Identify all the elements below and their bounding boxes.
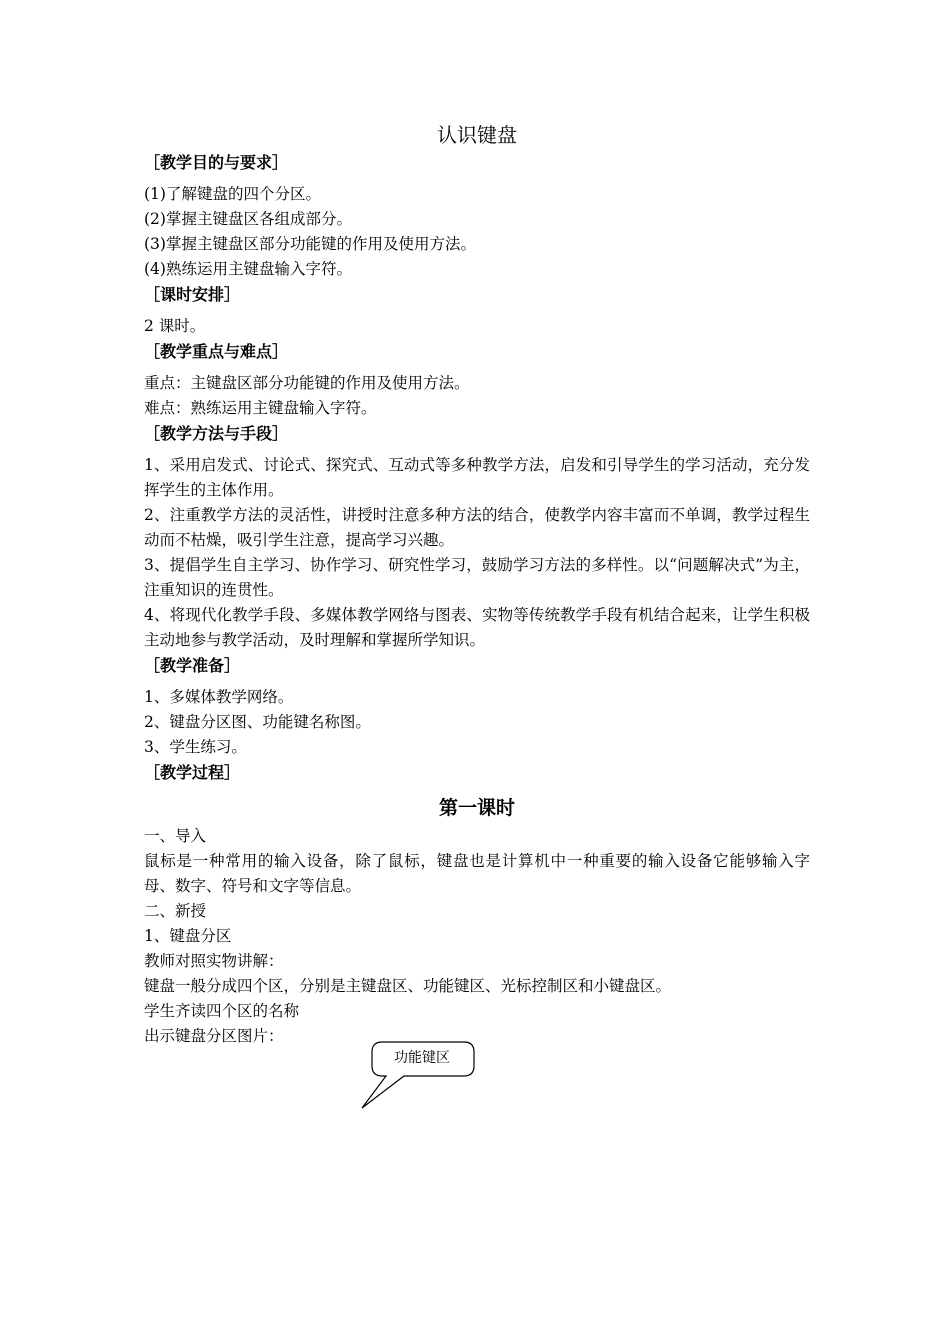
intro-heading: 一、导入 [144,827,207,845]
difficulty-text: 难点：熟练运用主键盘输入字符。 [144,399,377,417]
preparation-heading: ［教学准备］ [144,656,241,675]
document-page [144,120,810,1049]
subsection-heading: 1、键盘分区 [144,927,232,945]
lesson-title: 第一课时 [438,797,515,819]
method-item: 3、提倡学生自主学习、协作学习、研究性学习，鼓励学习方法的多样性。以“问题解决式”为主，注重知识的连贯性。 [144,556,810,599]
method-item: 1、采用启发式、讨论式、探究式、互动式等多种教学方法，启发和引导学生的学习活动，充分发挥学生的主体作用。 [144,456,810,499]
body-line: 键盘一般分成四个区，分别是主键盘区、功能键区、光标控制区和小键盘区。 [144,977,672,995]
body-line: 教师对照实物讲解： [144,952,284,970]
goals-heading: ［教学目的与要求］ [144,153,289,172]
process-heading: ［教学过程］ [144,763,241,782]
goal-item: (2)掌握主键盘区各组成部分。 [144,210,352,228]
goal-item: (3)掌握主键盘区部分功能键的作用及使用方法。 [144,235,476,253]
focus-heading: ［教学重点与难点］ [144,342,289,361]
preparation-item: 1、多媒体教学网络。 [144,688,294,706]
callout-bubble [360,1040,476,1112]
callout-label: 功能键区 [394,1050,450,1066]
new-lesson-heading: 二、新授 [144,902,207,920]
method-item: 4、将现代化教学手段、多媒体教学网络与图表、实物等传统教学手段有机结合起来，让学生积极主动地参与教学活动，及时理解和掌握所学知识。 [144,606,810,649]
preparation-item: 3、学生练习。 [144,738,247,756]
intro-text: 鼠标是一种常用的输入设备，除了鼠标，键盘也是计算机中一种重要的输入设备它能够输入字母、数字、符号和文字等信息。 [144,852,810,895]
key-point-text: 重点：主键盘区部分功能键的作用及使用方法。 [144,374,470,392]
goal-item: (1)了解键盘的四个分区。 [144,185,321,203]
methods-heading: ［教学方法与手段］ [144,424,289,443]
schedule-text: 2 课时。 [144,317,206,335]
body-line: 出示键盘分区图片： [144,1027,284,1045]
method-item: 2、注重教学方法的灵活性，讲授时注意多种方法的结合，使教学内容丰富而不单调，教学过程生动而不枯燥，吸引学生注意，提高学习兴趣。 [144,506,810,549]
body-line: 学生齐读四个区的名称 [144,1002,300,1020]
goal-item: (4)熟练运用主键盘输入字符。 [144,260,352,278]
schedule-heading: ［课时安排］ [144,285,241,304]
document-title: 认识键盘 [437,123,517,147]
preparation-item: 2、键盘分区图、功能键名称图。 [144,713,371,731]
